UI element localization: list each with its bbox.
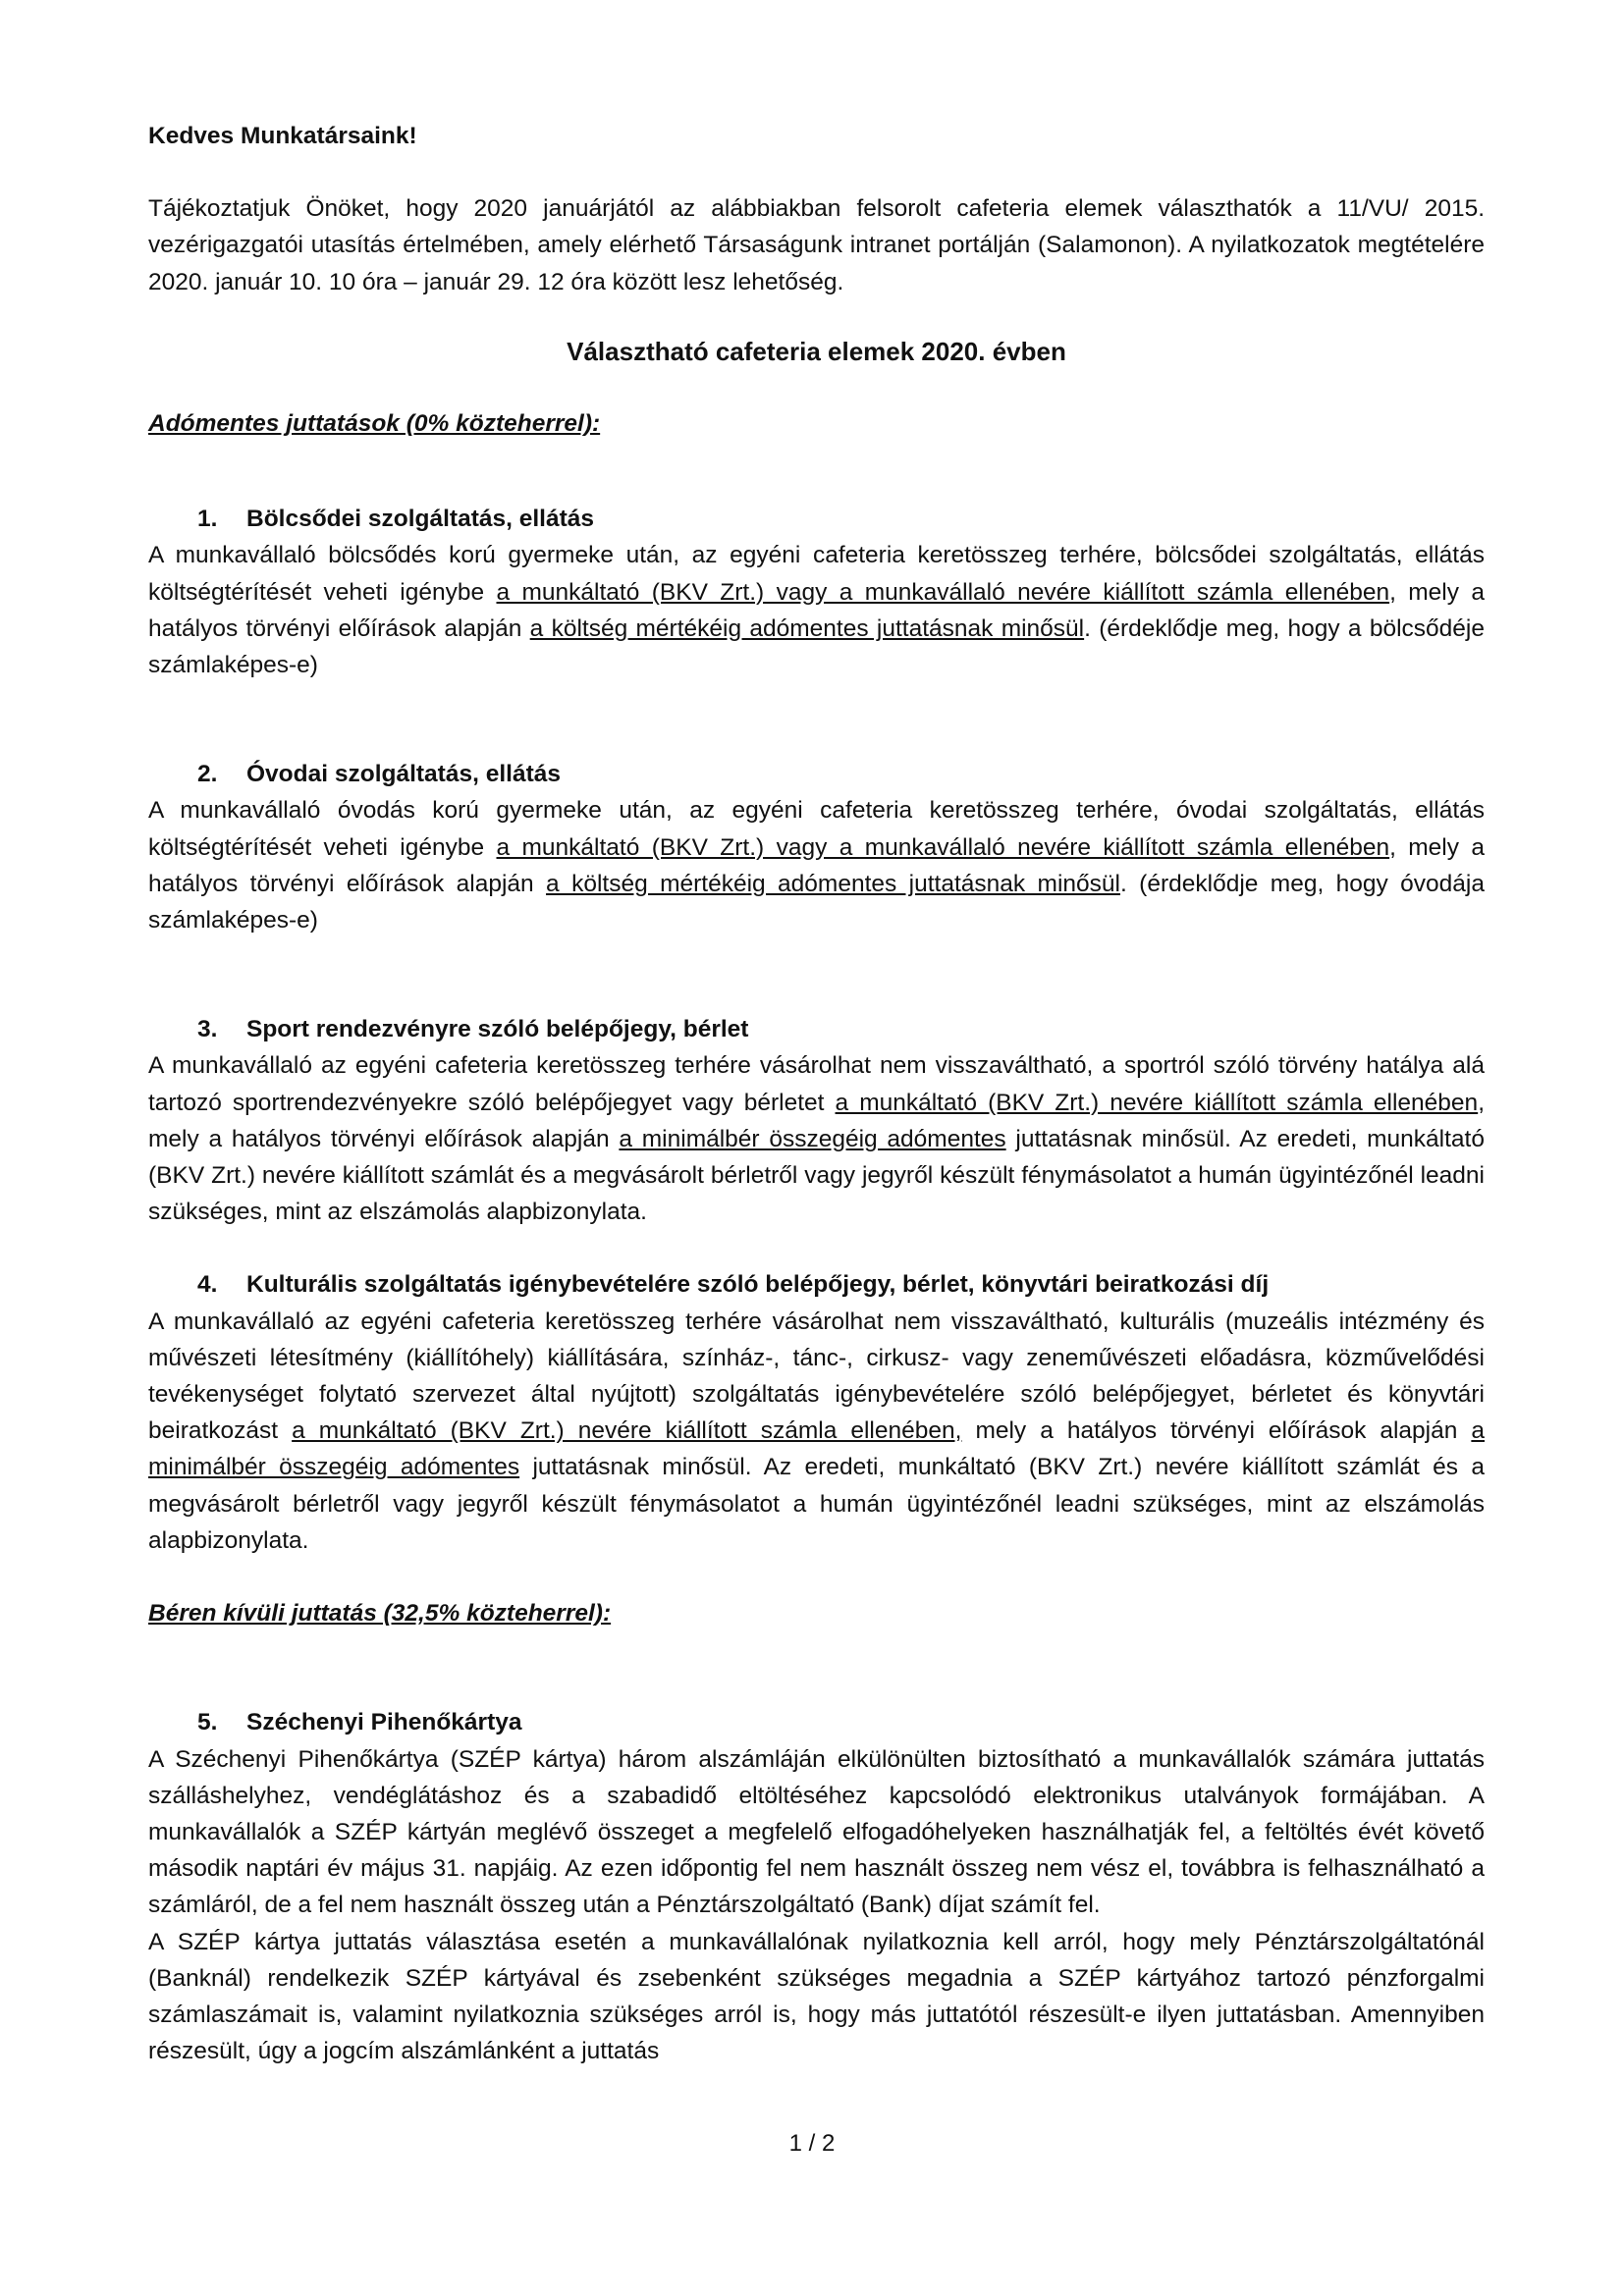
item-paragraph: A SZÉP kártya juttatás választása esetén a munkavállalónak nyilatkoznia kell arról, hogy mely Pénztárszolgáltatónál (Banknál) rendelkezik SZÉP kártyával és zsebenként szükséges megadnia a SZÉP kártyához tartozó pénzforgalmi számlaszámait is, valamint nyilatkoznia szükséges arról is, hogy más juttatótól részesült-e ilyen juttatásban. Amennyiben részesült, úgy a jogcím alszámlánként a juttatás bbox=[148, 1928, 1485, 2065]
item-5 bbox=[148, 1704, 1485, 2069]
intro-paragraph: Tájékoztatjuk Önöket, hogy 2020 januárjától az alábbiakban felsorolt cafeteria elemek választhatók a 11/VU/ 2015. vezérigazgatói utasítás értelmében, amely elérhető Társaságunk intranet portálján (Salamonon). A nyilatkozatok megtételére 2020. január 10. 10 óra – január 29. 12 óra között lesz lehetőség. bbox=[148, 195, 1485, 295]
item-body: A munkavállaló bölcsődés korú gyermeke után, az egyéni cafeteria keretösszeg terhére, bölcsődei szolgáltatás, ellátás költségtérítését veheti igénybe a munkáltató (BKV Zrt.) vagy a munkavállaló nevére kiállított számla ellenében, mely a hatályos törvényi előírások alapján a költség mértékéig adómentes juttatásnak minősül. (érdeklődje meg, hogy a bölcsődéje számlaképes-e) bbox=[148, 542, 1486, 679]
item-3 bbox=[148, 1011, 1485, 1230]
section-heading-tax-free: Adómentes juttatások (0% közteherrel): bbox=[148, 410, 601, 438]
section-heading-fringe-benefit: Béren kívüli juttatás (32,5% közteherrel): bbox=[148, 1600, 612, 1628]
item-paragraph: A Széchenyi Pihenőkártya (SZÉP kártya) három alszámláján elkülönülten biztosítható a munkavállalók számára juttatás szálláshelyhez, vendéglátáshoz és a szabadidő eltöltéséhez kapcsolódó elektronikus utalványok formájában. A munkavállalók a SZÉP kártyán meglévő összeget a megfelelő elfogadóhelyeken használhatják fel, a feltöltés évét követő második naptári év május 31. napjáig. Az ezen időpontig fel nem használt összeg nem vész el, továbbra is felhasználható a számláról, de a fel nem használt összeg után a Pénztárszolgáltató (Bank) díjat számít fel. bbox=[148, 1745, 1485, 1919]
item-title: 4. Kulturális szolgáltatás igénybevételére szóló belépőjegy, bérlet, könyvtári beiratkozási díj bbox=[197, 1271, 1270, 1299]
item-title: 3. Sport rendezvényre szóló belépőjegy, bérlet bbox=[197, 1016, 749, 1043]
item-title: 5. Széchenyi Pihenőkártya bbox=[197, 1709, 522, 1736]
item-body: A munkavállaló óvodás korú gyermeke után, az egyéni cafeteria keretösszeg terhére, óvodai szolgáltatás, ellátás költségtérítését veheti igénybe a munkáltató (BKV Zrt.) vagy a munkavállaló nevére kiállított számla ellenében, mely a hatályos törvényi előírások alapján a költség mértékéig adómentes juttatásnak minősül. (érdeklődje meg, hogy óvodája számlaképes-e) bbox=[148, 797, 1486, 934]
item-1 bbox=[148, 501, 1485, 683]
page-number: 1 / 2 bbox=[788, 2130, 836, 2157]
item-2 bbox=[148, 756, 1485, 938]
item-body: A munkavállaló az egyéni cafeteria keretösszeg terhére vásárolhat nem visszaváltható, kulturális (muzeális intézmény és művészeti létesítmény (kiállítóhely) kiállítására, színház-, tánc-, cirkusz- vagy zeneművészeti előadásra, közművelődési tevékenységet folytató szervezet által nyújtott) szolgáltatás igénybevételére szóló belépőjegyet, bérletet és könyvtári beiratkozást a munkáltató (BKV Zrt.) nevére kiállított számla ellenében, mely a hatályos törvényi előírások alapján a minimálbér összegéig adómentes juttatásnak minősül. Az eredeti, munkáltató (BKV Zrt.) nevére kiállított számlát és a megvásárolt bérletről vagy jegyről készült fénymásolatot a humán ügyintézőnél leadni szükséges, mint az elszámolás alapbizonylata. bbox=[148, 1308, 1486, 1554]
item-4 bbox=[148, 1266, 1485, 1559]
item-body: A munkavállaló az egyéni cafeteria keretösszeg terhére vásárolhat nem visszaváltható, a sportról szóló törvény hatálya alá tartozó sportrendezvényekre szóló belépőjegyet vagy bérletet a munkáltató (BKV Zrt.) nevére kiállított számla ellenében, mely a hatályos törvényi előírások alapján a minimálbér összegéig adómentes juttatásnak minősül. Az eredeti, munkáltató (BKV Zrt.) nevére kiállított számlát és a megvásárolt bérletről vagy jegyről készült fénymásolatot a humán ügyintézőnél leadni szükséges, mint az elszámolás alapbizonylata. bbox=[148, 1052, 1485, 1226]
item-title: 2. Óvodai szolgáltatás, ellátás bbox=[197, 761, 561, 788]
document-title: Választható cafeteria elemek 2020. évben bbox=[567, 336, 1066, 366]
item-title: 1. Bölcsődei szolgáltatás, ellátás bbox=[197, 506, 595, 533]
greeting: Kedves Munkatársaink! bbox=[148, 123, 417, 149]
document-page bbox=[148, 118, 1485, 2069]
